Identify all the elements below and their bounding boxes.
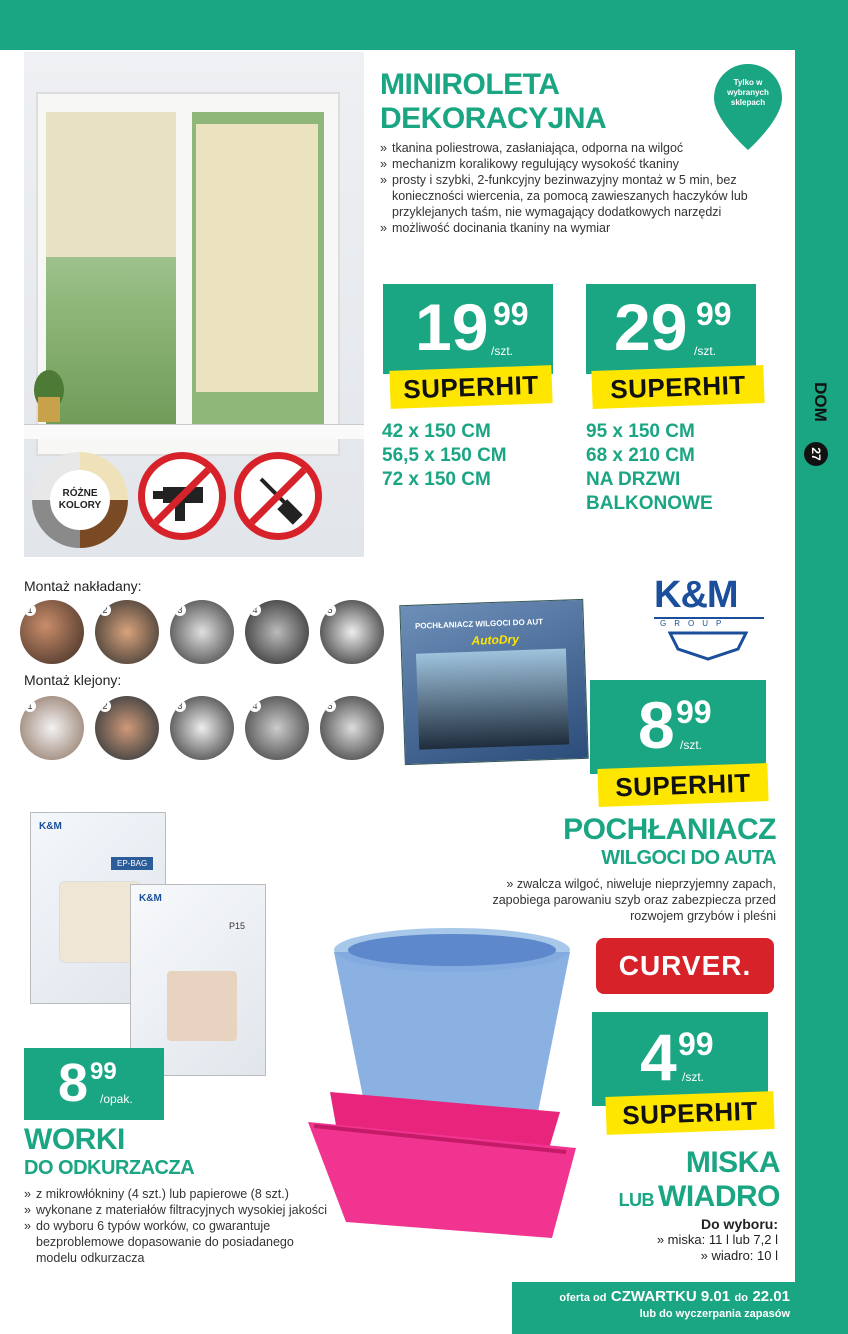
bucket-price-dec: 99 bbox=[678, 1026, 714, 1062]
bucket-title-line1: MISKA bbox=[685, 1146, 780, 1179]
bucket-title-line2: WIADRO bbox=[658, 1180, 780, 1213]
window-sill bbox=[24, 424, 364, 439]
bucket-price-unit: /szt. bbox=[682, 1070, 705, 1084]
mount2-step: 2 bbox=[95, 696, 159, 760]
bags-features bbox=[24, 1186, 334, 1266]
bags-price-unit: /opak. bbox=[100, 1092, 133, 1106]
size-item: 72 x 150 CM bbox=[382, 469, 491, 490]
mount1-steps bbox=[20, 600, 390, 666]
blind-title-line1: MINIROLETA bbox=[380, 68, 560, 101]
blind-price2-box bbox=[586, 284, 756, 374]
mount1-title: Montaż nakładany: bbox=[24, 578, 142, 594]
size-item: 42 x 150 CM bbox=[382, 421, 491, 442]
bags-box1-label: EP-BAG bbox=[111, 857, 153, 870]
mount1-step: 5 bbox=[320, 600, 384, 664]
dehum-superhit: SUPERHIT bbox=[597, 763, 768, 807]
colors-badge-label: RÓŻNE KOLORY bbox=[50, 470, 110, 530]
mount1-step: 2 bbox=[95, 600, 159, 664]
km-logo-shield bbox=[668, 631, 748, 661]
no-drill-icon bbox=[138, 452, 226, 540]
blind-title-line2: DEKORACYJNA bbox=[380, 102, 607, 135]
size-item: 56,5 x 150 CM bbox=[382, 445, 507, 466]
autodry-box bbox=[399, 599, 588, 765]
km-logo-sub: GROUP bbox=[654, 617, 764, 628]
blind-title bbox=[380, 68, 606, 136]
dehum-feature: » zwalcza wilgoć, niweluje nieprzyjemny zapach, zapobiega parowaniu szyb oraz zabezpiecza przed rozwojem grzybów i pleśni bbox=[492, 877, 776, 923]
page-number: 27 bbox=[804, 442, 828, 466]
dehum-price-unit: /szt. bbox=[680, 738, 703, 752]
blind-price2-dec: 99 bbox=[696, 296, 732, 332]
blind-price1-dec: 99 bbox=[493, 296, 529, 332]
bucket-image bbox=[300, 922, 590, 1242]
footer-offer-end: 22.01 bbox=[752, 1288, 790, 1305]
bucket-choices bbox=[580, 1216, 778, 1264]
bags-feature: » do wyboru 6 typów worków, co gwarantuje bezproblemowe dopasowanie do posiadanego modelu odkurzacza bbox=[24, 1218, 334, 1266]
blind-features bbox=[380, 140, 760, 236]
side-tab-label: DOM bbox=[811, 382, 830, 422]
dehum-title-line1: POCHŁANIACZ bbox=[563, 813, 776, 846]
colors-badge bbox=[32, 452, 128, 548]
mount1-step: 3 bbox=[170, 600, 234, 664]
bucket-choice: » wiadro: 10 l bbox=[700, 1248, 778, 1263]
dehum-feature-text: zwalcza wilgoć, niweluje nieprzyjemny zapach, zapobiega parowaniu szyb oraz zabezpiecza przed rozwojem grzybów i pleśni bbox=[492, 877, 776, 923]
blind-price2-superhit: SUPERHIT bbox=[591, 365, 764, 409]
blind-sizes2 bbox=[586, 420, 713, 516]
size-item: 95 x 150 CM bbox=[586, 421, 695, 442]
dehum-price-dec: 99 bbox=[676, 694, 712, 730]
mount2-steps bbox=[20, 696, 390, 762]
blind-feature: » tkanina poliestrowa, zasłaniająca, odporna na wilgoć bbox=[380, 140, 760, 156]
curver-logo: CURVER. bbox=[596, 938, 774, 994]
autodry-box-image bbox=[416, 648, 569, 749]
mount2-title: Montaż klejony: bbox=[24, 672, 122, 688]
bucket-title bbox=[560, 1146, 780, 1219]
store-badge-text: Tylko w wybranych sklepach bbox=[727, 78, 769, 107]
bags-title-line1: WORKI bbox=[24, 1123, 125, 1156]
size-item: 68 x 210 CM bbox=[586, 445, 695, 466]
bags-box2-image bbox=[167, 971, 237, 1041]
mount1-step: 1 bbox=[20, 600, 84, 664]
km-logo-text: K&M bbox=[654, 574, 738, 616]
no-screwdriver-icon bbox=[234, 452, 322, 540]
bucket-choice: » miska: 11 l lub 7,2 l bbox=[656, 1232, 778, 1247]
blind-feature: » prosty i szybki, 2-funkcyjny bezinwazyjny montaż w 5 min, bez konieczności wiercenia, za pomocą zawieszanych haczyków lub przyklejanych taśm, nie wymagający dodatkowych narzędzi bbox=[380, 172, 760, 220]
bags-box2: K&M P15 bbox=[130, 884, 266, 1076]
side-strip bbox=[795, 0, 848, 1334]
blind-price1-unit: /szt. bbox=[491, 344, 514, 358]
footer-offer bbox=[559, 1288, 790, 1306]
footer-offer-day: CZWARTKU 9.01 bbox=[610, 1288, 731, 1305]
dehum-title-line2: WILGOCI DO AUTA bbox=[601, 847, 776, 869]
blind-feature: » możliwość docinania tkaniny na wymiar bbox=[380, 220, 760, 236]
dehum-title bbox=[450, 814, 776, 870]
top-band bbox=[0, 0, 848, 50]
footer-offer-note: lub do wyczerpania zapasów bbox=[639, 1308, 790, 1320]
bags-feature: » z mikrowłókniny (4 szt.) lub papierowe (8 szt.) bbox=[24, 1186, 334, 1202]
mount1-step: 4 bbox=[245, 600, 309, 664]
blind-price2-unit: /szt. bbox=[694, 344, 717, 358]
autodry-box-brand: AutoDry bbox=[471, 632, 520, 648]
bags-price-int: 8 bbox=[58, 1053, 89, 1113]
store-badge bbox=[714, 64, 782, 150]
plant-pot bbox=[38, 397, 60, 422]
blind-price1-superhit: SUPERHIT bbox=[389, 365, 552, 409]
bags-box1: K&M EP-BAG bbox=[30, 812, 166, 1004]
bucket-title-line2-wrap bbox=[560, 1180, 780, 1219]
blind-sizes1 bbox=[382, 420, 507, 492]
footer-offer-prefix: oferta od bbox=[559, 1292, 607, 1304]
km-logo bbox=[654, 575, 764, 667]
size-item: NA DRZWI bbox=[586, 469, 681, 490]
bags-title-line2: DO ODKURZACZA bbox=[24, 1157, 195, 1179]
blind-price1-box bbox=[383, 284, 553, 374]
size-item: BALKONOWE bbox=[586, 493, 713, 514]
blind-left bbox=[46, 112, 176, 257]
bags-box1-image bbox=[59, 881, 141, 963]
bags-title bbox=[24, 1124, 194, 1180]
blind-price2-int: 29 bbox=[614, 290, 688, 364]
bucket-title-lub: LUB bbox=[618, 1190, 655, 1210]
footer-bar bbox=[512, 1282, 848, 1334]
bags-box2-label: P15 bbox=[229, 921, 246, 931]
mount2-step: 4 bbox=[245, 696, 309, 760]
blind-price1-int: 19 bbox=[415, 290, 489, 364]
blind-feature: » mechanizm koralikowy regulujący wysokość tkaniny bbox=[380, 156, 760, 172]
blind-photo bbox=[24, 52, 364, 557]
bucket-choice-title: Do wyboru: bbox=[701, 1216, 778, 1232]
mount2-step: 1 bbox=[20, 696, 84, 760]
autodry-box-text: POCHŁANIACZ WILGOCI DO AUT bbox=[414, 617, 544, 631]
dehum-price-box bbox=[590, 680, 766, 774]
bags-feature: » wykonane z materiałów filtracyjnych wysokiej jakości bbox=[24, 1202, 334, 1218]
mount2-step: 5 bbox=[320, 696, 384, 760]
bucket-superhit: SUPERHIT bbox=[605, 1091, 774, 1135]
footer-offer-to: do bbox=[734, 1292, 748, 1304]
bags-price-box bbox=[24, 1048, 164, 1120]
side-tab bbox=[800, 378, 840, 478]
mount2-step: 3 bbox=[170, 696, 234, 760]
dehum-price-int: 8 bbox=[638, 688, 675, 762]
blind-right bbox=[196, 124, 318, 392]
bags-price-dec: 99 bbox=[90, 1058, 117, 1085]
bucket-price-int: 4 bbox=[640, 1020, 677, 1094]
